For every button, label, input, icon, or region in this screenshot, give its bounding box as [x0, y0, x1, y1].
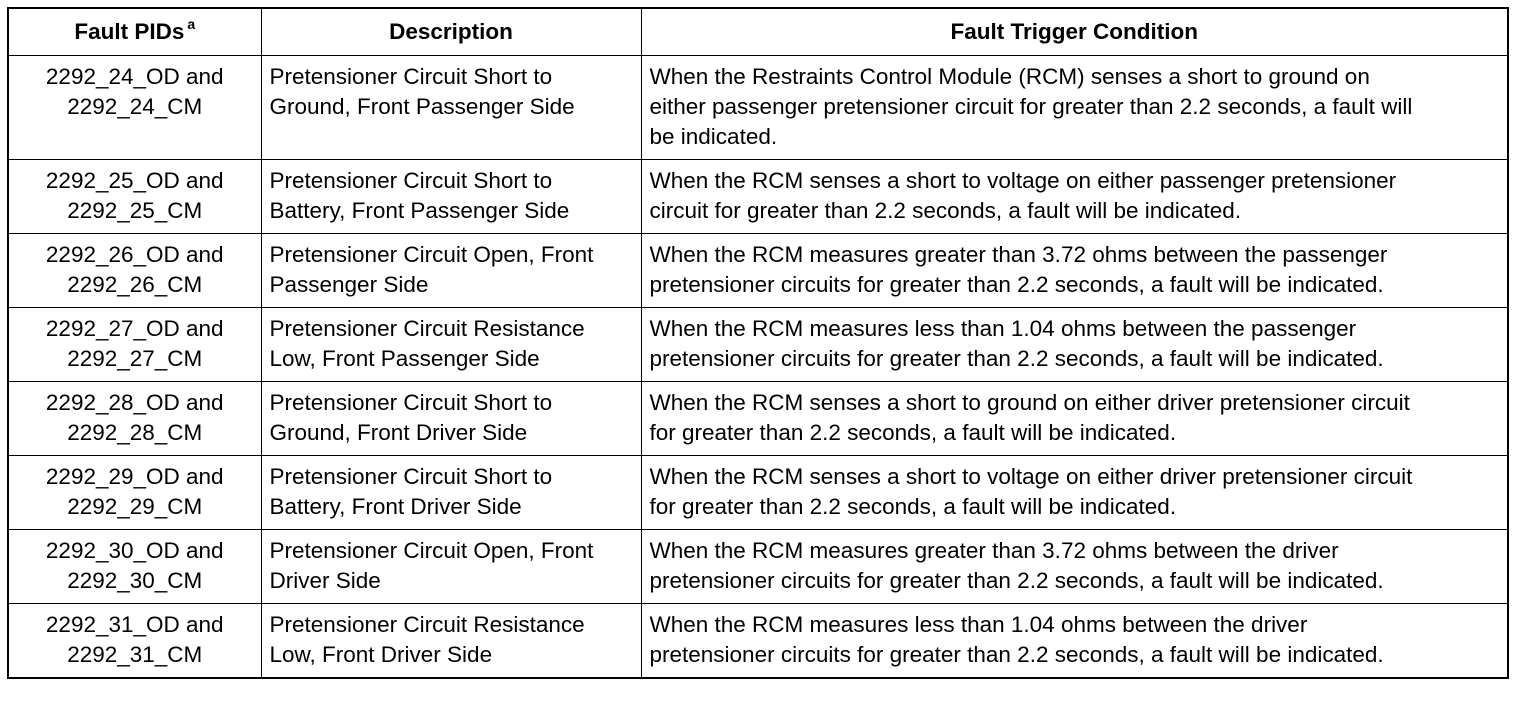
fault-pid-cell: 2292_30_OD and 2292_30_CM — [8, 530, 261, 604]
fault-pid-cell: 2292_29_OD and 2292_29_CM — [8, 456, 261, 530]
condition-cell: When the RCM senses a short to voltage on either passenger pretensioner circuit for greater than 2.2 seconds, a fault will be indicated. — [641, 160, 1508, 234]
header-fault-pids-label: Fault PIDs — [74, 19, 185, 44]
description-cell: Pretensioner Circuit Open, Front Driver Side — [261, 530, 641, 604]
table-header-row — [8, 8, 1508, 56]
fault-pid-cell: 2292_25_OD and 2292_25_CM — [8, 160, 261, 234]
condition-cell: When the RCM measures greater than 3.72 ohms between the passenger pretensioner circuits for greater than 2.2 seconds, a fault will be indicated. — [641, 234, 1508, 308]
fault-pid-cell: 2292_26_OD and 2292_26_CM — [8, 234, 261, 308]
condition-cell: When the RCM measures less than 1.04 ohms between the passenger pretensioner circuits for greater than 2.2 seconds, a fault will be indicated. — [641, 308, 1508, 382]
description-cell: Pretensioner Circuit Resistance Low, Front Driver Side — [261, 604, 641, 679]
table-row — [8, 234, 1508, 308]
table-row — [8, 56, 1508, 160]
description-cell: Pretensioner Circuit Short to Ground, Front Passenger Side — [261, 56, 641, 160]
description-cell: Pretensioner Circuit Short to Battery, Front Driver Side — [261, 456, 641, 530]
description-cell: Pretensioner Circuit Short to Battery, Front Passenger Side — [261, 160, 641, 234]
header-fault-pids — [8, 8, 261, 56]
fault-pid-cell: 2292_24_OD and 2292_24_CM — [8, 56, 261, 160]
fault-pid-cell: 2292_28_OD and 2292_28_CM — [8, 382, 261, 456]
condition-cell: When the RCM measures less than 1.04 ohms between the driver pretensioner circuits for greater than 2.2 seconds, a fault will be indicated. — [641, 604, 1508, 679]
table-row — [8, 382, 1508, 456]
table-row — [8, 456, 1508, 530]
header-description: Description — [261, 8, 641, 56]
fault-pid-cell: 2292_31_OD and 2292_31_CM — [8, 604, 261, 679]
table-row — [8, 530, 1508, 604]
table-row — [8, 160, 1508, 234]
condition-cell: When the RCM senses a short to ground on either driver pretensioner circuit for greater than 2.2 seconds, a fault will be indicated. — [641, 382, 1508, 456]
condition-cell: When the RCM senses a short to voltage on either driver pretensioner circuit for greater than 2.2 seconds, a fault will be indicated. — [641, 456, 1508, 530]
condition-cell: When the Restraints Control Module (RCM) senses a short to ground on either passenger pretensioner circuit for greater than 2.2 seconds, a fault will be indicated. — [641, 56, 1508, 160]
table-row — [8, 604, 1508, 679]
fault-pid-cell: 2292_27_OD and 2292_27_CM — [8, 308, 261, 382]
footnote-marker: a — [187, 15, 196, 32]
header-fault-trigger-condition: Fault Trigger Condition — [641, 8, 1508, 56]
table-row — [8, 308, 1508, 382]
description-cell: Pretensioner Circuit Resistance Low, Front Passenger Side — [261, 308, 641, 382]
fault-pid-table — [7, 7, 1509, 679]
description-cell: Pretensioner Circuit Short to Ground, Front Driver Side — [261, 382, 641, 456]
description-cell: Pretensioner Circuit Open, Front Passenger Side — [261, 234, 641, 308]
condition-cell: When the RCM measures greater than 3.72 ohms between the driver pretensioner circuits for greater than 2.2 seconds, a fault will be indicated. — [641, 530, 1508, 604]
